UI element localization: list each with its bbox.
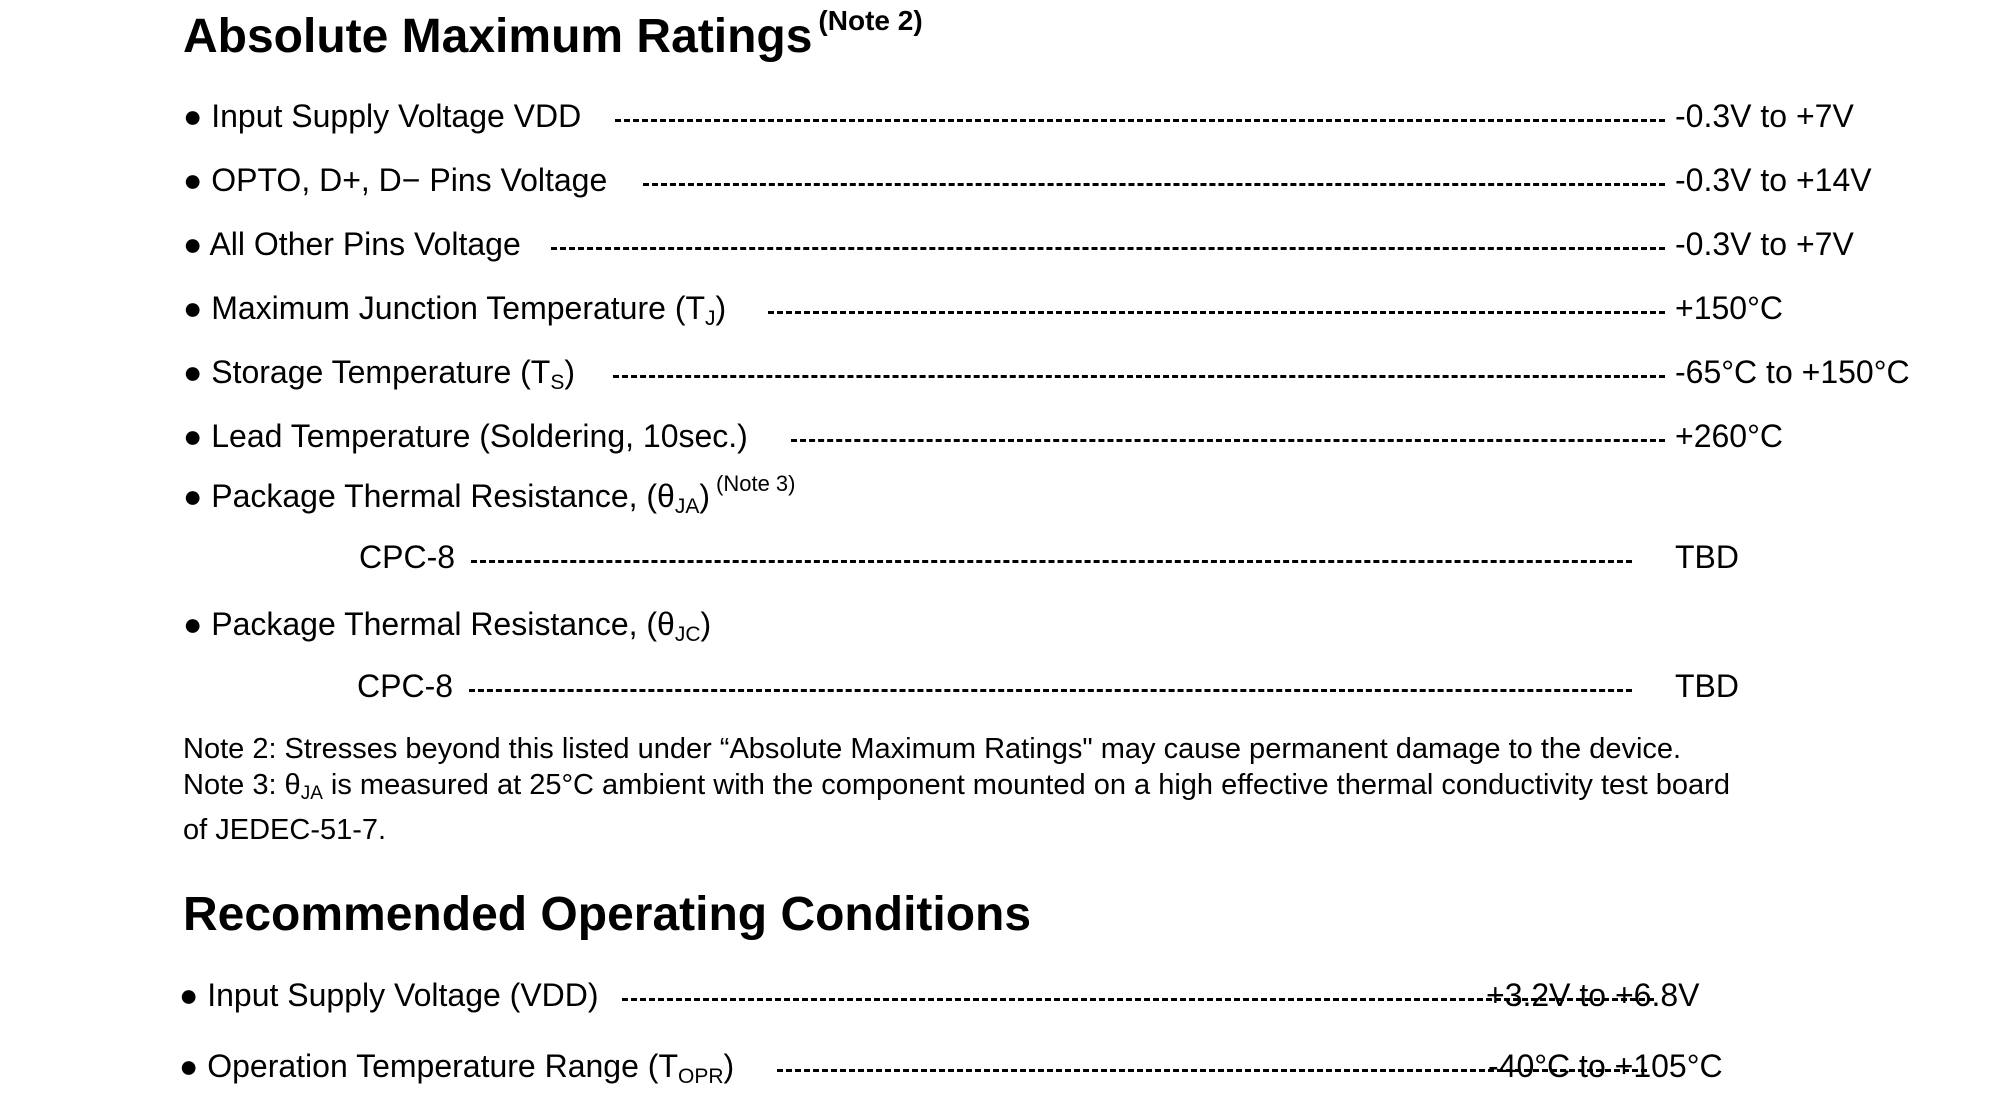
abs-max-title-text: Absolute Maximum Ratings bbox=[183, 10, 813, 63]
leader-dashes bbox=[551, 247, 1665, 250]
label-text: ● Operation Temperature Range (T bbox=[179, 1048, 678, 1084]
condition-value: +3.2V to +6.8V bbox=[1486, 977, 1700, 1013]
rating-label bbox=[183, 471, 796, 527]
condition-label bbox=[179, 1046, 734, 1097]
label-text: ) bbox=[700, 606, 712, 642]
label-text: ● Package Thermal Resistance, (θ bbox=[183, 606, 675, 642]
rating-value: TBD bbox=[1675, 539, 1739, 575]
note-3-continued: of JEDEC-51-7. bbox=[183, 814, 387, 846]
label-text: ● Package Thermal Resistance, (θ bbox=[183, 478, 675, 514]
leader-dashes bbox=[471, 560, 1632, 563]
rating-label: ● Lead Temperature (Soldering, 10sec.) bbox=[183, 418, 748, 454]
rating-label bbox=[183, 288, 726, 339]
rating-label bbox=[183, 352, 575, 403]
leader-dashes bbox=[643, 183, 1665, 186]
leader-dashes bbox=[613, 375, 1665, 378]
rating-value: -65°C to +150°C bbox=[1675, 354, 1910, 390]
rec-op-title: Recommended Operating Conditions bbox=[183, 888, 1032, 941]
package-label: CPC-8 bbox=[359, 539, 456, 575]
rating-value: -0.3V to +7V bbox=[1675, 98, 1854, 134]
rating-value: -0.3V to +14V bbox=[1675, 162, 1872, 198]
abs-max-title-note: (Note 2) bbox=[818, 5, 923, 36]
rating-label: ● Input Supply Voltage VDD bbox=[183, 98, 582, 134]
note-subscript: JA bbox=[300, 783, 323, 804]
label-subscript: OPR bbox=[677, 1065, 724, 1088]
notes-block bbox=[183, 731, 1833, 848]
note-reference: (Note 3) bbox=[716, 471, 796, 496]
label-subscript: JC bbox=[674, 623, 701, 646]
rating-value: +260°C bbox=[1675, 418, 1783, 454]
condition-value: -40°C to +105°C bbox=[1488, 1048, 1723, 1084]
note-3 bbox=[183, 767, 1833, 812]
label-text: ● Maximum Junction Temperature (T bbox=[183, 290, 706, 326]
note-text: is measured at 25°C ambient with the component mounted on a high effective thermal conductivity test board bbox=[322, 769, 1730, 801]
label-text: ) bbox=[699, 478, 711, 514]
rating-label bbox=[183, 604, 711, 655]
label-subscript: JA bbox=[674, 495, 700, 518]
rating-label: ● All Other Pins Voltage bbox=[183, 226, 521, 262]
label-text: ● Storage Temperature (T bbox=[183, 354, 551, 390]
leader-dashes bbox=[469, 689, 1632, 692]
rating-value: TBD bbox=[1675, 668, 1739, 704]
package-label: CPC-8 bbox=[357, 668, 454, 704]
label-subscript: J bbox=[705, 307, 716, 330]
leader-dashes bbox=[768, 311, 1665, 314]
label-text: ) bbox=[723, 1048, 735, 1084]
leader-dashes bbox=[615, 119, 1665, 122]
rating-value: -0.3V to +7V bbox=[1675, 226, 1854, 262]
rating-label: ● OPTO, D+, D− Pins Voltage bbox=[183, 162, 608, 198]
rating-value: +150°C bbox=[1675, 290, 1783, 326]
leader-dashes bbox=[791, 439, 1665, 442]
note-2: Note 2: Stresses beyond this listed under “Absolute Maximum Ratings" may cause permanent damage to the device. bbox=[183, 733, 1682, 765]
abs-max-title bbox=[183, 5, 923, 63]
condition-label: ● Input Supply Voltage (VDD) bbox=[179, 977, 599, 1013]
note-text: Note 3: θ bbox=[183, 769, 301, 801]
label-text: ) bbox=[564, 354, 576, 390]
label-subscript: S bbox=[550, 371, 565, 394]
label-text: ) bbox=[715, 290, 727, 326]
